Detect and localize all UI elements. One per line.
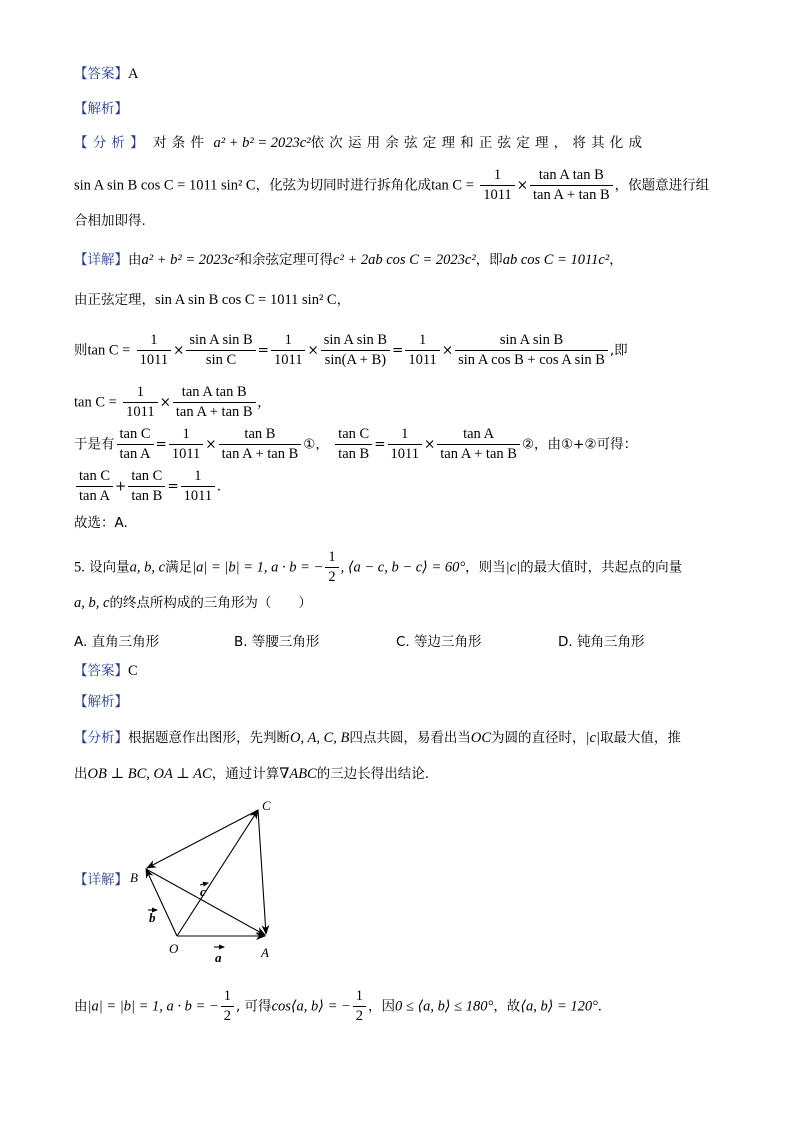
xiangjie-label-2: 【详解】 [74,872,128,888]
formula: 0 ≤ ⟨a, b⟩ ≤ 180° [395,998,494,1015]
formula: ⟨a, b⟩ = 120° [520,998,598,1015]
label-a: A [261,945,269,960]
text: ，即 [475,252,503,268]
xiangjie-1-line-1 [74,252,623,269]
fraction: $\frac{\text{tan C}}{\text{tan A}}$ [117,426,154,464]
formula: OC [470,730,492,746]
fenxi-2-line-2 [74,766,429,783]
text: , 可得 [235,998,272,1015]
text: ，由①+②可得： [534,436,638,453]
vector-cb [147,810,258,868]
vector-ca [258,810,266,934]
formula: |a| = |b| = 1, a · b = − [87,998,219,1015]
fraction: $\frac{\text{sin A sin B}}{\sin(A + B)}$ [321,332,390,370]
formula: c² + 2ab cos C = 2023c² [333,252,476,268]
fraction: $\frac{1}{1011}$ [137,332,171,370]
fraction: $\frac{1}{1011}$ [480,167,514,205]
vector-ob [146,869,177,936]
ze-line: 则tan C = $\frac{1}{1011}$ × $\frac{\text{sin A sin B}}{\text{sin C}}$ = $\frac{1}{1011}$ × $\frac{\text{sin A sin B}}{\sin(A + B)}$ = $\frac{1}{1011}$ × $\frac{\text{sin A sin B}}{\text{sin A cos B + cos A sin B}}$ ,即 [74,332,628,369]
formula: cos⟨a, b⟩ = − [271,998,351,1015]
vector-diagram [126,796,296,966]
text: ，因 [368,998,396,1015]
fenxi-1-line-1 [74,135,647,152]
text: ,即 [609,342,628,359]
text: 取最大值，推 [599,730,681,746]
fraction: $\frac{1}{1011}$ [388,426,422,464]
text: ， [609,252,623,268]
fraction: $\frac{1}{1011}$ [169,426,203,464]
text: 的三边长得出结论. [316,766,430,782]
sum-line: $\frac{\text{tan C}}{\text{tan A}}$ + $\frac{\text{tan C}}{\text{tan B}}$ = $\frac{1}{1011}$ . [74,468,221,506]
text: 由 [128,252,142,268]
q5-line-2 [74,595,312,612]
formula: a² + b² = 2023c² [141,252,239,268]
fraction: $\frac{\text{tan C}}{\text{tan B}}$ [335,426,372,464]
formula: sin A sin B cos C = 1011 sin² C [155,292,337,308]
formula: , ⟨a − c, b − c⟩ = 60° [340,559,466,576]
text: 四点共圆，易看出当 [349,730,471,746]
text: 则 [74,342,88,359]
answer-label: 【答案】 [74,663,128,679]
vec-c-label: c [200,884,206,899]
text: 为圆的直径时， [491,730,586,746]
text: ， [315,436,329,453]
answer-line-2 [74,663,138,680]
text: 的最大值时，共起点的向量 [520,559,683,576]
text: 出 [74,766,88,782]
text: . [217,478,221,495]
fraction: $\frac{1}{1011}$ [405,332,439,370]
text: . [597,998,602,1015]
label-c: C [262,798,271,813]
analysis-heading: 【解析】 [74,694,128,710]
fenxi-label: 【分析】 [74,730,128,746]
option-a: A. 直角三角形 [74,634,160,650]
fraction: $\frac{\text{tan C}}{\text{tan B}}$ [128,468,165,506]
formula: O, A, C, B [290,730,350,746]
fraction: $\frac{\text{tan A}}{\text{tan A + tan B}}$ [437,426,520,464]
fraction: $\frac{\text{tan A tan B}}{\text{tan A + tan B}}$ [530,167,613,205]
formula: tan C = [87,342,131,359]
fraction: $\frac{\text{tan A tan B}}{\text{tan A + tan B}}$ [173,384,256,422]
option-c: C. 等边三角形 [396,634,482,650]
fenxi-label: 【分析】 [74,135,149,151]
text: 由正弦定理， [74,292,155,308]
fenxi-text: ，依题意进行组 [614,177,710,194]
fenxi-text: 依次运用余弦定理和正弦定理，将其化成 [310,135,648,151]
q5-line-1 [74,549,682,587]
label-b: B [130,870,138,885]
answer-label: 【答案】 [74,66,128,82]
fraction: $\frac{\text{tan B}}{\text{tan A + tan B}}$ [219,426,302,464]
text: 根据题意作出图形，先判断 [128,730,290,746]
fenxi-1-line-2: sin A sin B cos C = 1011 sin² C，化弦为切同时进行拆角化成tan C = $\frac{1}{1011}$ × $\frac{\text{tan A tan B}}{\text{tan A + tan B}}$ ，依题意进行组 [74,167,710,204]
text: ② [521,436,535,453]
vector-ba [146,869,265,935]
last-line [74,988,602,1026]
answer-line-1 [74,66,138,83]
text: ，则当 [465,559,506,576]
text: ， [336,292,351,308]
fraction: $\frac{\text{sin A sin B}}{\text{sin C}}$ [186,332,255,370]
text: , [257,394,262,411]
fenxi-text: 对条件 [153,135,210,151]
fraction: $\frac{1}{1011}$ [123,384,157,422]
text: ① [303,436,316,453]
formula: sin A sin B cos C = 1011 sin² C [74,177,256,194]
sine-law-line [74,292,350,309]
answer-value: C [128,663,138,679]
formula: ∇ABC [279,766,317,782]
option-b: B. 等腰三角形 [234,634,320,650]
formula: |c| [585,730,600,746]
text: 和余弦定理可得 [238,252,334,268]
text: 于是有 [74,436,115,453]
fraction: $\frac{\text{tan C}}{\text{tan A}}$ [76,468,113,506]
option-d: D. 钝角三角形 [558,634,645,650]
fraction: $\frac{1}{2}$ [353,988,366,1026]
vec-a-label: a [215,950,222,965]
fraction: $\frac{1}{1011}$ [181,468,215,506]
formula: |a| = |b| = 1, a · b = − [192,559,324,576]
yushi-line: 于是有 $\frac{\text{tan C}}{\text{tan A}}$ = $\frac{1}{1011}$ × $\frac{\text{tan B}}{\text{tan A + tan B}}$ ①， $\frac{\text{tan C}}{\text{tan B}}$ = $\frac{1}{1011}$ × $\frac{\text{tan A}}{\text{tan A + tan B}}$ ②，由①+②可得： [74,426,638,463]
formula: ab cos C = 1011c² [502,252,610,268]
fraction: $\frac{1}{1011}$ [271,332,305,370]
vec-b-label: b [149,910,156,925]
text: ，通过计算 [211,766,280,782]
fenxi-text: ，化弦为切同时进行拆角化成 [255,177,432,194]
label-o: O [169,941,179,956]
text: 满足 [165,559,193,576]
fraction: $\frac{1}{2}$ [325,549,338,587]
question-number: 5. [74,559,85,576]
formula: a, b, c [74,595,110,611]
formula: tan C = [431,177,474,194]
formula: OB ⊥ BC, OA ⊥ AC [87,766,212,782]
fraction: $\frac{\text{sin A sin B}}{\text{sin A cos B + cos A sin B}}$ [455,332,608,370]
fenxi-2-line-1 [74,730,681,747]
fraction: $\frac{1}{2}$ [221,988,234,1026]
text: 由 [74,998,88,1015]
formula: tan C = [74,394,117,411]
formula: a, b, c [129,559,166,576]
guxuan-line: 故选：A. [74,515,128,531]
text: ，故 [493,998,521,1015]
formula: a² + b² = 2023c² [213,135,311,151]
answer-value: A [128,66,139,82]
analysis-heading: 【解析】 [74,101,128,117]
tanC-line: tan C = $\frac{1}{1011}$ × $\frac{\text{tan A tan B}}{\text{tan A + tan B}}$ , [74,384,262,421]
vector-oc [177,810,258,936]
formula: |c| [505,559,521,576]
fenxi-1-line-3: 合相加即得. [74,213,146,229]
xiangjie-label: 【详解】 [74,252,128,268]
text: 的终点所构成的三角形为（ ） [109,595,312,611]
text: 设向量 [89,559,130,576]
